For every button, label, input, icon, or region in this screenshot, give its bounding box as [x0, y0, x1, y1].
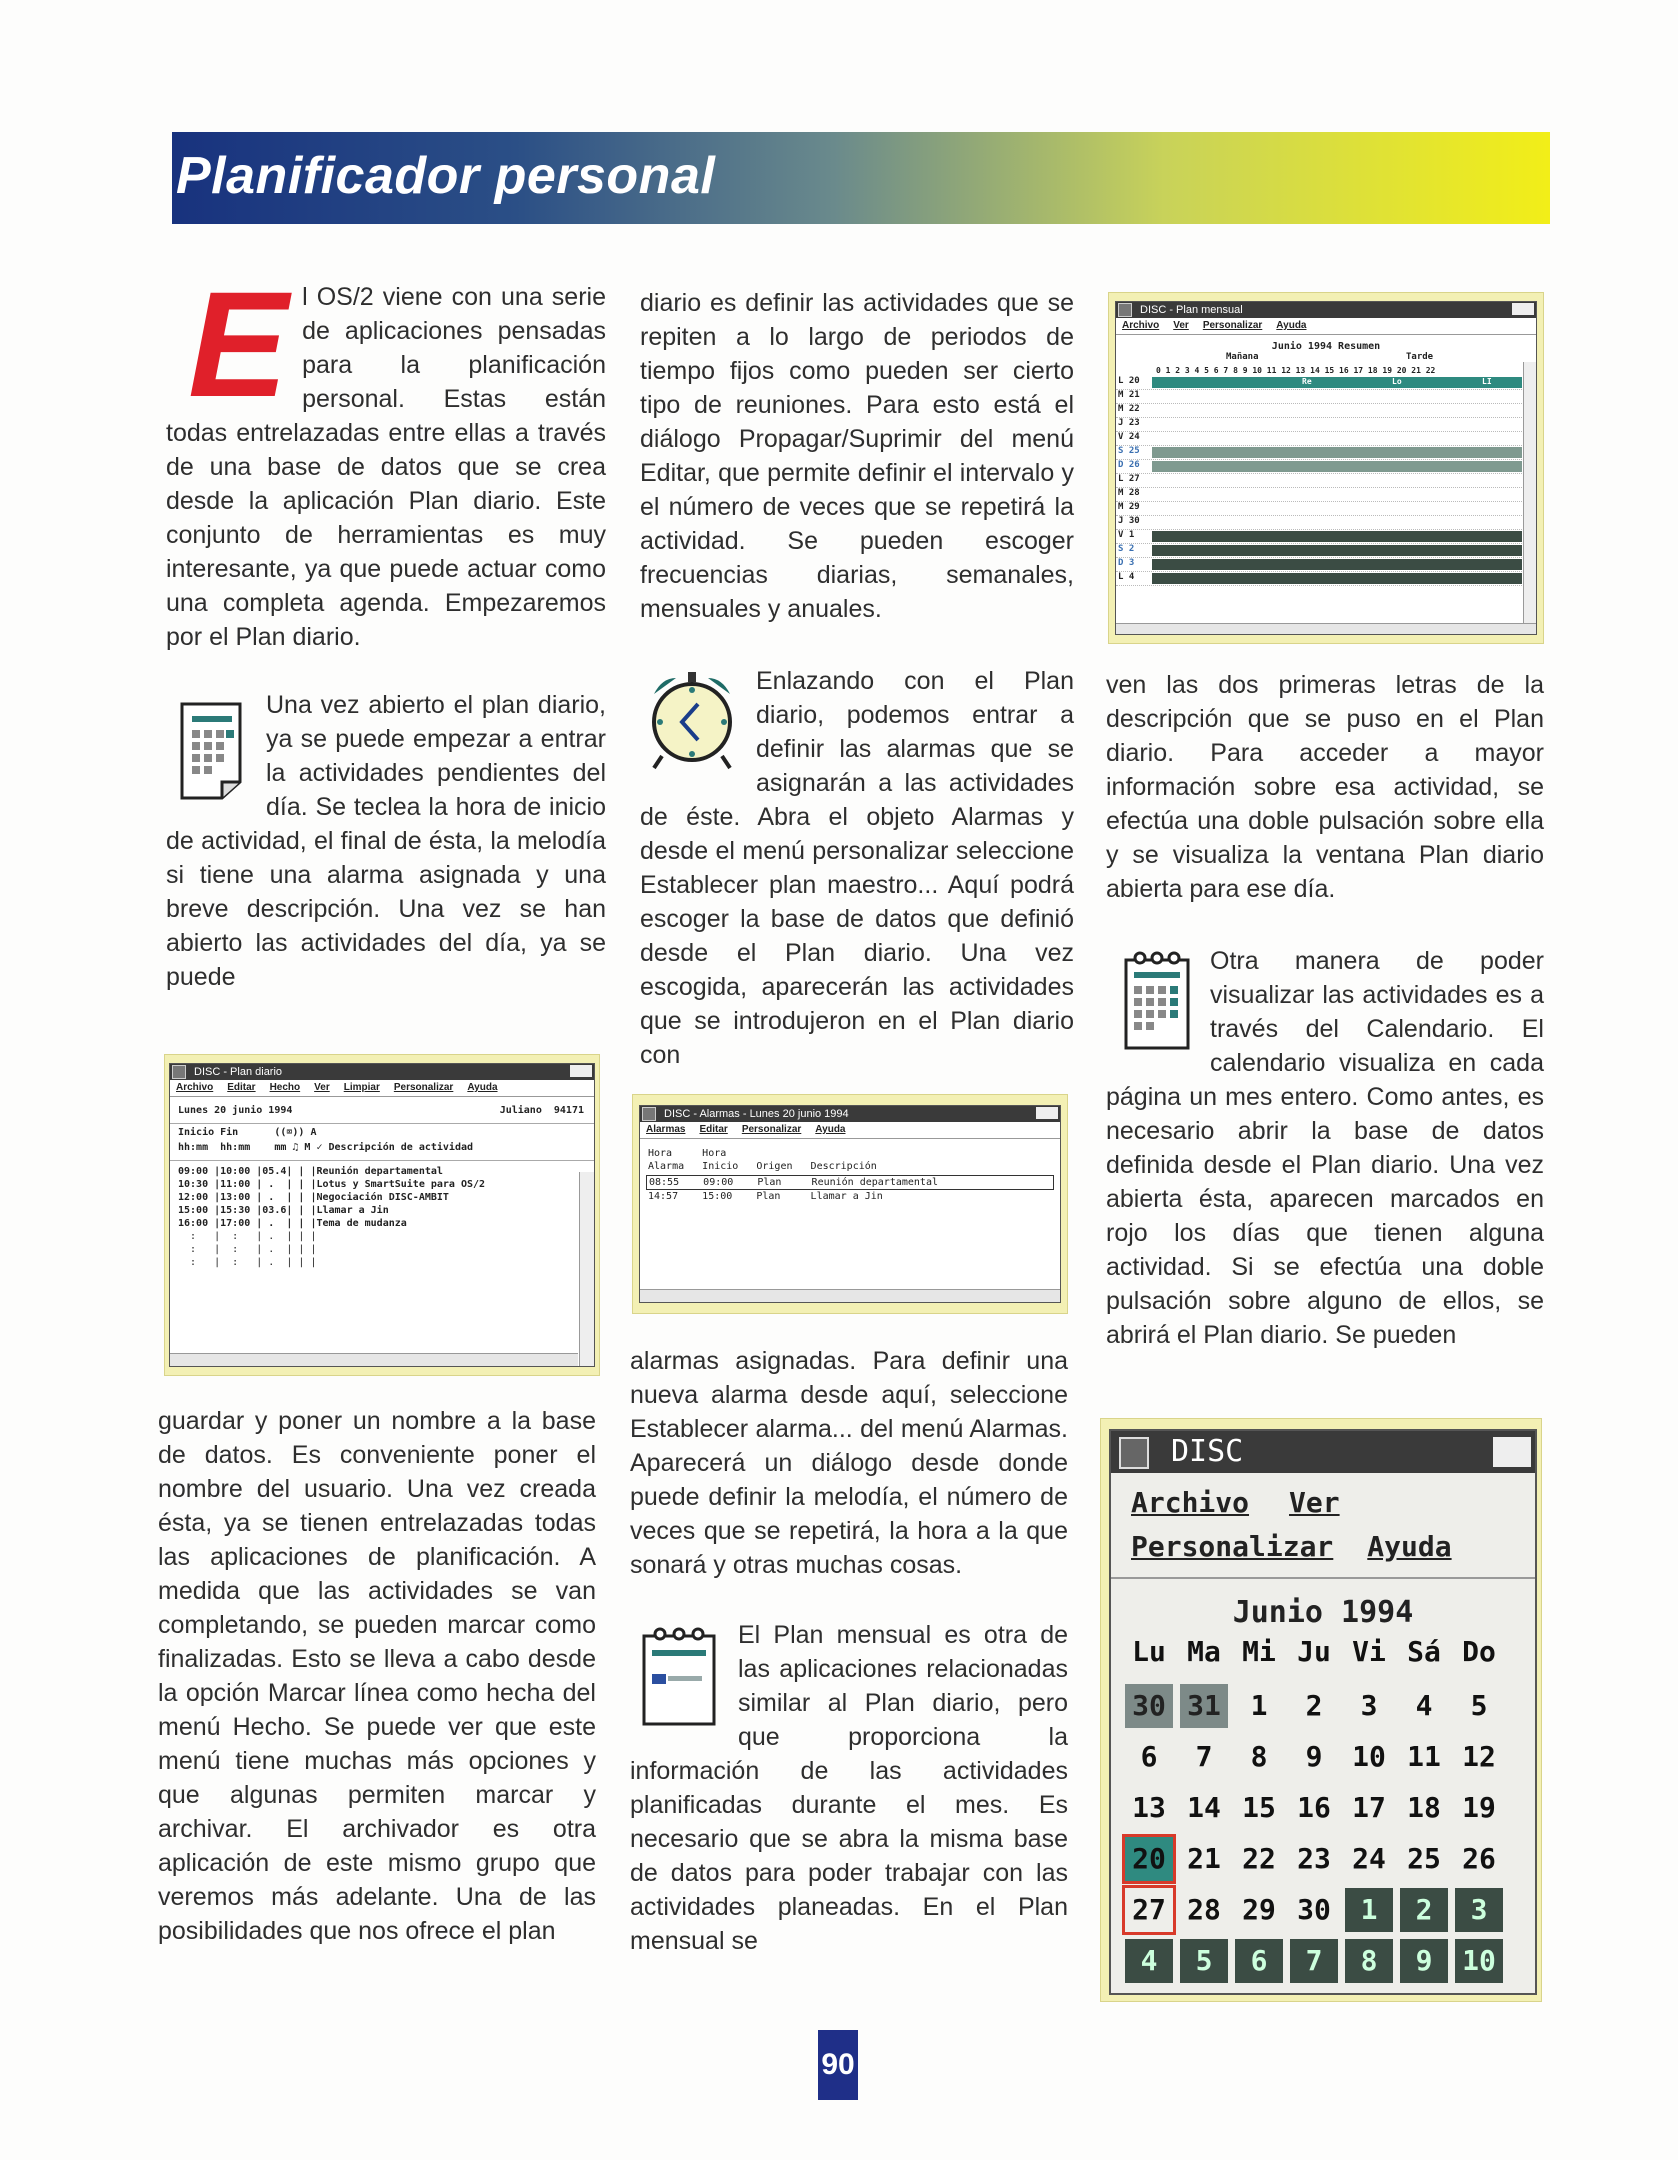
- calendar-day[interactable]: 15: [1242, 1791, 1276, 1824]
- system-menu-icon[interactable]: [1119, 1437, 1149, 1469]
- menu-bar: [170, 1080, 594, 1097]
- calendar-day[interactable]: 1: [1250, 1689, 1268, 1722]
- calendar-day[interactable]: 8: [1250, 1740, 1268, 1773]
- drop-cap: E: [188, 260, 289, 428]
- calendar-day[interactable]: 10: [1352, 1740, 1386, 1773]
- activity-mark[interactable]: Re: [1302, 377, 1312, 386]
- calendario-window: [1109, 1429, 1537, 1995]
- activity-row[interactable]: 16:00 |17:00 | . | | |Tema de mudanza: [178, 1218, 407, 1229]
- calendar-day[interactable]: 6: [1140, 1740, 1158, 1773]
- day-bar: [1152, 489, 1522, 500]
- alarmas-paragraph: Enlazando con el Plan diario, podemos entrar a definir las alarmas que se asignarán a las actividades de éste. Abra el objeto Alarmas y desde el menú personalizar seleccione Establecer plan maestro... Aquí podrá escoger la base de datos que definió desde el Plan diario. Una vez escogida, aparecerán las actividades que se introdujeron en el Plan diario con: [640, 664, 1074, 1072]
- column-3: [1106, 668, 1544, 1352]
- intro-paragraph: El OS/2 viene con una serie de aplicaciones pensadas para la planificación personal. Estas están todas entrelazadas entre ellas a través de una base de datos que se crea desde la aplicación Plan diario. Este conjunto de herramientas es muy interesante, ya que puede actuar como una completa agenda. Empezaremos por el Plan diario.: [166, 260, 606, 651]
- day-row[interactable]: [1116, 572, 1536, 586]
- system-menu-icon[interactable]: [642, 1107, 656, 1121]
- resumen-label: Resumen: [1338, 341, 1381, 352]
- system-menu-icon[interactable]: [172, 1065, 186, 1079]
- horizontal-scrollbar[interactable]: [1116, 623, 1536, 634]
- calendar-day[interactable]: 4: [1125, 1939, 1173, 1983]
- calendar-day[interactable]: 27: [1125, 1888, 1173, 1932]
- day-label: L 4: [1118, 572, 1135, 582]
- weekday-label: Vi: [1352, 1635, 1386, 1668]
- weekday-label: Lu: [1132, 1635, 1166, 1668]
- calendar-day[interactable]: 9: [1305, 1740, 1323, 1773]
- day-row[interactable]: [1116, 404, 1536, 418]
- alarm-row-selected[interactable]: 08:55 09:00 Plan Reunión departamental: [646, 1175, 1054, 1190]
- page-number: 90: [818, 2030, 858, 2100]
- minimize-button[interactable]: [1493, 1437, 1531, 1467]
- doble-pulsacion-paragraph: ven las dos primeras letras de la descripción que se puso en el Plan diario. Para acceder a mayor información sobre esa actividad, se efectúa una doble pulsación sobre ella y se visualiza la ventana Plan diario abierta para ese día.: [1106, 671, 1544, 903]
- calendar-day[interactable]: 28: [1187, 1893, 1221, 1926]
- calendar-day[interactable]: 5: [1470, 1689, 1488, 1722]
- menu-archivo[interactable]: Archivo: [176, 1082, 214, 1093]
- day-bar: [1152, 531, 1522, 542]
- alarmas-window: [639, 1105, 1061, 1303]
- day-label: V 24: [1118, 432, 1140, 442]
- day-row[interactable]: [1116, 488, 1536, 502]
- page-title: Planificador personal: [176, 147, 716, 205]
- calendar-week: [1125, 1786, 1535, 1830]
- day-labels: [1116, 376, 1536, 586]
- day-row[interactable]: [1116, 474, 1536, 488]
- alarma-nueva-paragraph: alarmas asignadas. Para definir una nueva alarma desde aquí, seleccione Establecer alarma... del menú Alarmas. Aparecerá un diálogo desde donde puede definir la melodía, el número de veces que se repetirá, la hora a la que sonará y otras muchas cosas.: [630, 1347, 1068, 1579]
- calendar-day[interactable]: 23: [1297, 1842, 1331, 1875]
- calendario-screenshot: [1100, 1418, 1542, 2002]
- horizontal-scrollbar[interactable]: [170, 1353, 578, 1366]
- menu-ayuda[interactable]: Ayuda: [467, 1082, 498, 1093]
- month-label: Junio 1994: [1271, 341, 1333, 352]
- activity-list[interactable]: [170, 1161, 594, 1273]
- horizontal-scrollbar[interactable]: [640, 1289, 1060, 1302]
- date-label: Lunes 20 junio 1994: [178, 1105, 293, 1116]
- day-bar: [1152, 503, 1522, 514]
- calendario-icon: [1120, 944, 1194, 1063]
- day-label: M 22: [1118, 404, 1140, 414]
- window-titlebar[interactable]: DISC - Plan diario: [170, 1064, 594, 1080]
- system-menu-icon[interactable]: [1118, 303, 1132, 317]
- menu-limpiar[interactable]: Limpiar: [343, 1082, 380, 1093]
- julian-label: Juliano 94171: [499, 1105, 584, 1116]
- column-2: [640, 286, 1074, 1072]
- day-bar: [1152, 461, 1522, 472]
- calendar-day[interactable]: 7: [1290, 1939, 1338, 1983]
- calendar-month: Junio 1994: [1232, 1595, 1414, 1630]
- calendario-paragraph: Otra manera de poder visualizar las actividades es a través del Calendario. El calendario visualiza en cada página un mes entero. Como antes, es necesario abrir la base de datos definida desde el Plan diario. Una vez abierta ésta, aparecen marcados en rojo los días que tienen alguna actividad. Si se efectúa una doble pulsación sobre alguno de ellos, se abrirá el Plan diario. Se pueden: [1106, 944, 1544, 1352]
- manana-label: Mañana: [1226, 352, 1259, 362]
- activity-row[interactable]: : | : | . | | |: [178, 1244, 317, 1255]
- column-header-1: Inicio Fin ((⌧)) A: [178, 1127, 317, 1138]
- activity-mark[interactable]: LI: [1482, 377, 1492, 386]
- activity-row[interactable]: : | : | . | | |: [178, 1257, 317, 1268]
- menu-personalizar[interactable]: Personalizar: [1131, 1530, 1334, 1563]
- calendar-day[interactable]: 11: [1407, 1740, 1441, 1773]
- weekday-label: Ju: [1297, 1635, 1331, 1668]
- day-label: L 27: [1118, 474, 1140, 484]
- menu-ver[interactable]: Ver: [1173, 320, 1189, 331]
- activity-row[interactable]: : | : | . | | |: [178, 1231, 317, 1242]
- hour-scale: 0 1 2 3 4 5 6 7 8 9 10 11 12 13 14 15 16 17 18 19 20 21 22: [1156, 366, 1436, 375]
- menu-bar: [1116, 318, 1536, 335]
- calendar-grid[interactable]: [1111, 1684, 1535, 1983]
- activity-row[interactable]: 12:00 |13:00 | . | | |Negociación DISC-AMBIT: [178, 1192, 449, 1203]
- day-bar: [1152, 475, 1522, 486]
- calendar-day[interactable]: 13: [1132, 1791, 1166, 1824]
- day-row[interactable]: [1116, 460, 1536, 474]
- calendar-week: [1125, 1837, 1535, 1881]
- maximize-button[interactable]: [570, 1065, 592, 1077]
- calendar-week: [1125, 1939, 1535, 1983]
- weekday-row: [1111, 1634, 1535, 1670]
- calendar-day[interactable]: 31: [1180, 1684, 1228, 1728]
- menu-archivo[interactable]: Archivo: [1131, 1486, 1250, 1519]
- day-bar: [1152, 559, 1522, 570]
- menu-bar: [640, 1122, 1060, 1139]
- window-titlebar[interactable]: DISC - Alarmas - Lunes 20 junio 1994: [640, 1106, 1060, 1122]
- activity-row[interactable]: 09:00 |10:00 |05.4| | |Reunión departamental: [178, 1166, 443, 1177]
- calendar-day[interactable]: 26: [1462, 1842, 1496, 1875]
- day-bar: [1152, 517, 1522, 528]
- menu-ver[interactable]: Ver: [314, 1082, 330, 1093]
- calendar-day[interactable]: 3: [1455, 1888, 1503, 1932]
- day-label: D 26: [1118, 460, 1140, 470]
- activity-row[interactable]: 15:00 |15:30 |03.6| | |Llamar a Jin: [178, 1205, 389, 1216]
- maximize-button[interactable]: [1036, 1107, 1058, 1119]
- day-label: S 2: [1118, 544, 1135, 554]
- weekday-label: Do: [1462, 1635, 1496, 1668]
- plan-mensual-paragraph: El Plan mensual es otra de las aplicaciones relacionadas similar al Plan diario, pero que proporciona la información de las actividades planificadas durante el mes. Es necesario que se abra la misma base de datos para poder trabajar con las actividades planeadas. En el Plan mensual se: [630, 1621, 1068, 1955]
- calendar-day[interactable]: 2: [1400, 1888, 1448, 1932]
- plan-mensual-icon: [636, 1620, 722, 1739]
- alarm-row[interactable]: 14:57 15:00 Plan Llamar a Jin: [648, 1191, 883, 1202]
- calendar-day[interactable]: 4: [1415, 1689, 1433, 1722]
- menu-hecho[interactable]: Hecho: [269, 1082, 301, 1093]
- calendar-day[interactable]: 6: [1235, 1939, 1283, 1983]
- day-row[interactable]: [1116, 432, 1536, 446]
- calendar-day[interactable]: 25: [1407, 1842, 1441, 1875]
- day-bar: [1152, 419, 1522, 430]
- alarm-header-2: Alarma Inicio Origen Descripción: [648, 1161, 877, 1172]
- calendar-day[interactable]: 10: [1455, 1939, 1503, 1983]
- calendar-day[interactable]: 7: [1195, 1740, 1213, 1773]
- alarmas-screenshot: [632, 1094, 1068, 1314]
- day-row[interactable]: [1116, 516, 1536, 530]
- menu-personalizar[interactable]: Personalizar: [741, 1124, 802, 1135]
- weekday-label: Ma: [1187, 1635, 1221, 1668]
- day-part-labels: [1116, 352, 1536, 366]
- day-row[interactable]: [1116, 376, 1536, 390]
- tarde-label: Tarde: [1406, 352, 1434, 362]
- column-2-continued: [630, 1344, 1068, 1958]
- vertical-scrollbar[interactable]: [1523, 362, 1536, 634]
- column-1-continued: [158, 1404, 596, 1948]
- calendar-day[interactable]: 9: [1400, 1939, 1448, 1983]
- day-bar: [1152, 447, 1522, 458]
- calendar-day[interactable]: 30: [1125, 1684, 1173, 1728]
- column-header-2: hh:mm hh:mm mm ♫ M ✓ Descripción de actividad: [170, 1141, 594, 1161]
- day-label: D 3: [1118, 558, 1135, 568]
- day-label: M 29: [1118, 502, 1140, 512]
- menu-alarmas[interactable]: Alarmas: [646, 1124, 686, 1135]
- month-grid[interactable]: [1116, 376, 1536, 586]
- plan-mensual-window: [1115, 301, 1537, 635]
- calendar-day[interactable]: 14: [1187, 1791, 1221, 1824]
- menu-bar: [1111, 1473, 1535, 1569]
- plan-diario-paragraph: Una vez abierto el plan diario, ya se puede empezar a entrar la actividades pendientes del día. Se teclea la hora de inicio de actividad, el final de ésta, la melodía si tiene una alarma asignada y una breve descripción. Una vez se han abierto las actividades del día, ya se puede: [166, 691, 606, 991]
- calendar-day[interactable]: 17: [1352, 1791, 1386, 1824]
- calendar-day[interactable]: 18: [1407, 1791, 1441, 1824]
- calendar-week: [1125, 1888, 1535, 1932]
- menu-archivo[interactable]: Archivo: [1122, 320, 1160, 331]
- weekday-label: Sá: [1407, 1635, 1441, 1668]
- menu-ver[interactable]: Ver: [1289, 1486, 1340, 1519]
- day-label: S 25: [1118, 446, 1140, 456]
- vertical-scrollbar[interactable]: [579, 1172, 594, 1366]
- calendar-day[interactable]: 8: [1345, 1939, 1393, 1983]
- propagar-paragraph: diario es definir las actividades que se repiten a lo largo de periodos de tiempo fijos como pueden ser cierto tipo de reuniones. Para esto está el diálogo Propagar/Suprimir del menú Editar, que permite definir el intervalo y el número de veces que se repetirá la actividad. Se pueden escoger frecuencias diarias, semanales, mensuales y anuales.: [640, 289, 1074, 623]
- menu-editar[interactable]: Editar: [227, 1082, 256, 1093]
- activity-mark[interactable]: Lo: [1392, 377, 1402, 386]
- day-bar: [1152, 377, 1522, 388]
- calendar-day[interactable]: 19: [1462, 1791, 1496, 1824]
- day-label: V 1: [1118, 530, 1135, 540]
- calendar-day[interactable]: 1: [1345, 1888, 1393, 1932]
- day-label: J 23: [1118, 418, 1140, 428]
- guardar-paragraph: guardar y poner un nombre a la base de datos. Es conveniente poner el nombre del usuario. Una vez creada ésta, ya se tienen entrelazadas todas las aplicaciones de planificación. A medida que las actividades se van completando, se pueden marcar como finalizadas. Esto se lleva a cabo desde la opción Marcar línea como hecha del menú Hecho. Se puede ver que este menú tiene muchas más opciones y que algunas permiten marcar y archivar. El archivador es otra aplicación de este mismo grupo que veremos más adelante. Una de las posibilidades que nos ofrece el plan: [158, 1407, 596, 1945]
- calendar-day[interactable]: 21: [1187, 1842, 1221, 1875]
- menu-editar[interactable]: Editar: [699, 1124, 728, 1135]
- day-bar: [1152, 433, 1522, 444]
- calendar-week: [1125, 1684, 1535, 1728]
- day-row[interactable]: [1116, 558, 1536, 572]
- calendar-day[interactable]: 5: [1180, 1939, 1228, 1983]
- day-bar: [1152, 391, 1522, 402]
- day-bar: [1152, 545, 1522, 556]
- menu-ayuda[interactable]: Ayuda: [1367, 1530, 1452, 1563]
- menu-ayuda[interactable]: Ayuda: [815, 1124, 846, 1135]
- day-row[interactable]: [1116, 544, 1536, 558]
- date-row: [170, 1097, 594, 1124]
- day-label: M 28: [1118, 488, 1140, 498]
- plan-diario-window: [169, 1063, 595, 1367]
- menu-personalizar[interactable]: Personalizar: [1202, 320, 1263, 331]
- day-label: L 20: [1118, 376, 1140, 386]
- day-label: J 30: [1118, 516, 1140, 526]
- plan-diario-screenshot: [164, 1054, 600, 1376]
- calendar-day[interactable]: 12: [1462, 1740, 1496, 1773]
- day-row[interactable]: [1116, 446, 1536, 460]
- plan-diario-icon: [174, 694, 250, 813]
- day-row[interactable]: [1116, 502, 1536, 516]
- calendar-day[interactable]: 2: [1305, 1689, 1323, 1722]
- calendar-day[interactable]: 29: [1242, 1893, 1276, 1926]
- day-row[interactable]: [1116, 530, 1536, 544]
- calendar-day[interactable]: 22: [1242, 1842, 1276, 1875]
- weekday-label: Mi: [1242, 1635, 1276, 1668]
- window-titlebar[interactable]: DISC - Plan mensual: [1116, 302, 1536, 318]
- menu-personalizar[interactable]: Personalizar: [393, 1082, 454, 1093]
- calendar-day[interactable]: 3: [1360, 1689, 1378, 1722]
- alarm-clock-icon: [642, 664, 742, 783]
- day-row[interactable]: [1116, 390, 1536, 404]
- day-row[interactable]: [1116, 418, 1536, 432]
- column-1: [166, 260, 606, 994]
- calendar-week: [1125, 1735, 1535, 1779]
- day-label: M 21: [1118, 390, 1140, 400]
- month-header: [1116, 341, 1536, 352]
- calendar-day[interactable]: 30: [1297, 1893, 1331, 1926]
- calendar-day[interactable]: 24: [1352, 1842, 1386, 1875]
- calendar-day[interactable]: 16: [1297, 1791, 1331, 1824]
- window-titlebar[interactable]: DISC: [1111, 1431, 1535, 1473]
- maximize-button[interactable]: [1512, 303, 1534, 315]
- calendar-day[interactable]: 20: [1125, 1837, 1173, 1881]
- activity-row[interactable]: 10:30 |11:00 | . | | |Lotus y SmartSuite para OS/2: [178, 1179, 486, 1190]
- alarm-header-1: Hora Hora: [648, 1148, 727, 1159]
- day-bar: [1152, 573, 1522, 584]
- menu-ayuda[interactable]: Ayuda: [1276, 320, 1307, 331]
- day-bar: [1152, 405, 1522, 416]
- plan-mensual-screenshot: [1108, 292, 1544, 644]
